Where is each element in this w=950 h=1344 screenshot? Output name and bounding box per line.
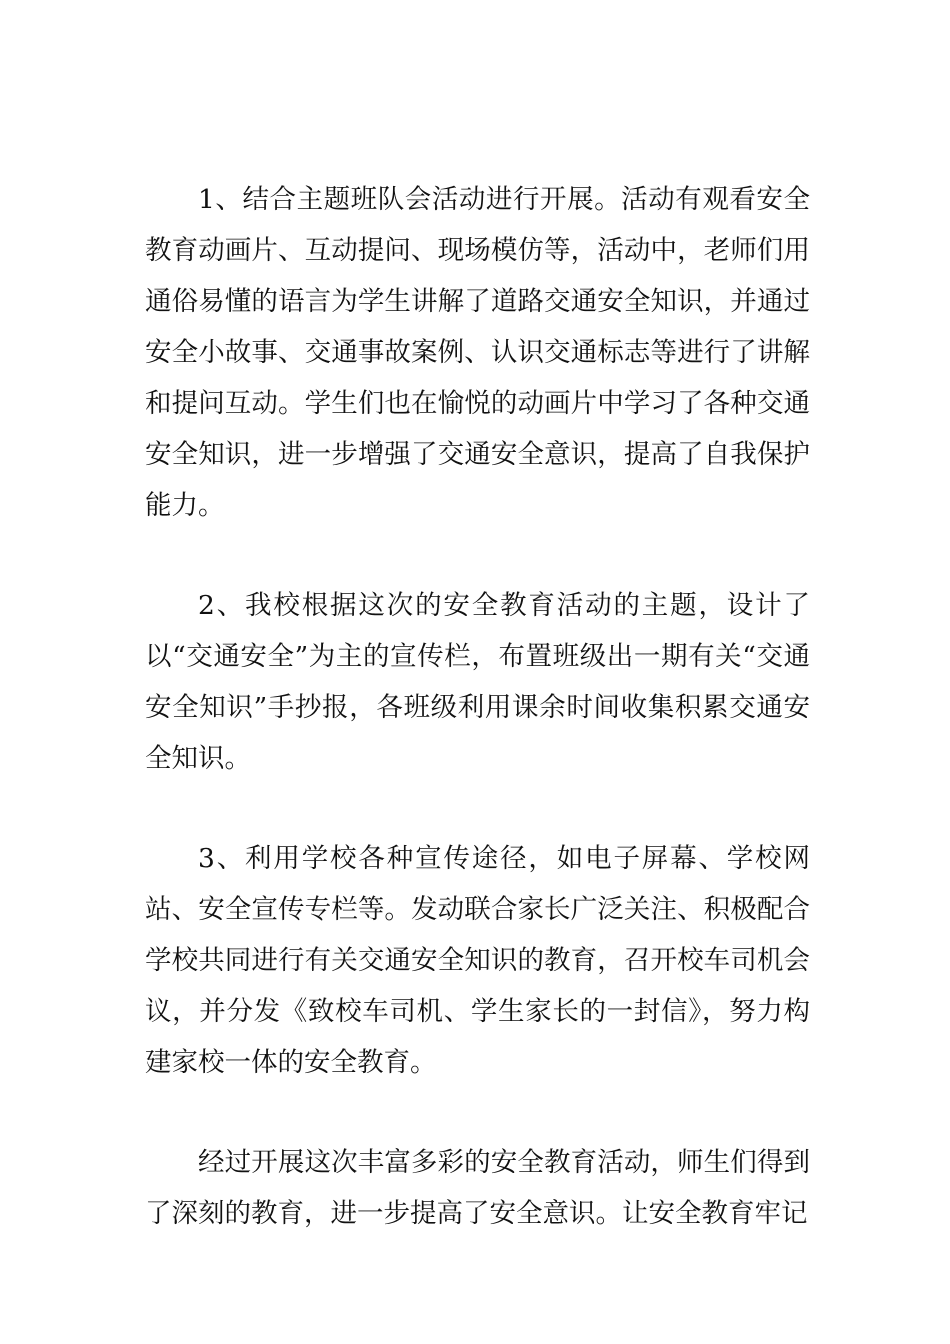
paragraph-publicity-channels: 3、利用学校各种宣传途径，如电子屏幕、学校网站、安全宣传专栏等。发动联合家长广泛关注、积极配合学校共同进行有关交通安全知识的教育，召开校车司机会议，并分发《致校车司机、学生家长的一封信》，努力构建家校一体的安全教育。	[145, 843, 810, 1078]
paragraph-summary: 经过开展这次丰富多彩的安全教育活动，师生们得到了深刻的教育，进一步提高了安全意识。让安全教育牢记	[145, 1147, 810, 1229]
paragraph-bulletin-board: 2、我校根据这次的安全教育活动的主题，设计了以“交通安全”为主的宣传栏，布置班级出一期有关“交通安全知识”手抄报，各班级利用课余时间收集积累交通安全知识。	[145, 590, 810, 774]
paragraph-activity-class-meeting: 1、结合主题班队会活动进行开展。活动有观看安全教育动画片、互动提问、现场模仿等，活动中，老师们用通俗易懂的语言为学生讲解了道路交通安全知识，并通过安全小故事、交通事故案例、认识交通标志等进行了讲解和提问互动。学生们也在愉悦的动画片中学习了各种交通安全知识，进一步增强了交通安全意识，提高了自我保护能力。	[145, 184, 810, 521]
document-body	[145, 174, 810, 1239]
